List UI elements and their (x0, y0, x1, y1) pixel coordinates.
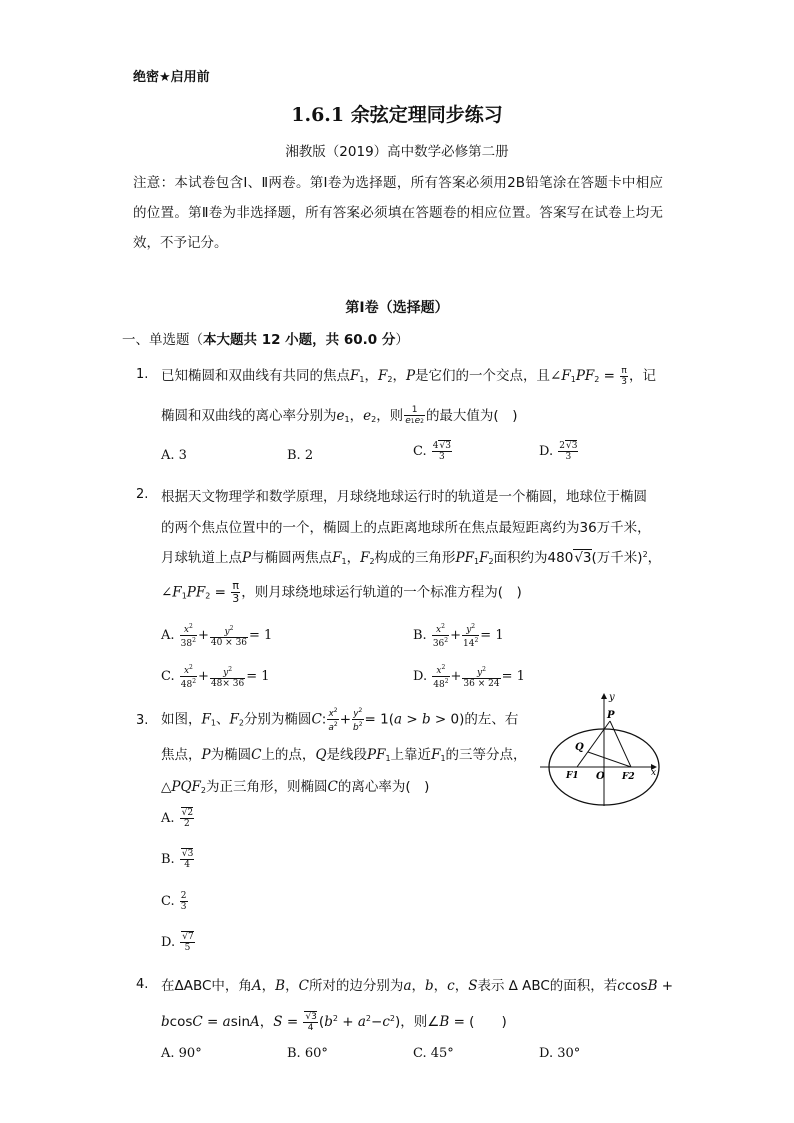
q4-option-b: B. 60° (287, 1046, 328, 1061)
question-3-number: 3. (136, 713, 149, 728)
question-4-line-2: bcosC = asinA，S = $\frac{√3}{4}$ $(b^2 + a^2-c^2)$，则∠B = ( ) (161, 1011, 507, 1033)
q4-option-c: C. 45° (413, 1046, 454, 1061)
q2-option-c-label: C. (161, 669, 175, 684)
q1-option-c-label: C. (413, 444, 431, 459)
part-heading-prefix: 一、单选题（ (122, 332, 203, 348)
question-3-line-1: 如图，$F_1$、$F_2$分别为椭圆C: $\frac{x^2}{a^2}$ + $\frac{y^2}{b^2}$ = 1(a > b > 0)的左、右 (161, 707, 519, 733)
part-heading-bold: 本大题共 12 小题，共 60.0 分 (203, 332, 396, 348)
question-1-line-1: 已知椭圆和双曲线有共同的焦点$F_1$，$F_2$，P是它们的一个交点，且$\angle F_1PF_2$ = $\frac{\pi}{3}$ ，记 (161, 365, 656, 387)
q3-option-c: C. $\frac{2}{3}$ (161, 891, 187, 912)
question-3-line-3: $\triangle PQF_2$为正三角形，则椭圆C的离心率为( ) (161, 779, 430, 795)
q2-option-a-label: A. (161, 628, 175, 643)
q3-text-b: 分别为椭圆 (243, 711, 312, 728)
q3-option-b-label: B. (161, 852, 175, 867)
question-4-number: 4. (136, 977, 149, 992)
q1-text-f: 的最大值为( ) (425, 408, 518, 424)
q3-text-j: 为正三角形，则椭圆 (206, 779, 328, 795)
part-heading-suffix: ） (395, 332, 409, 348)
q1-option-a: A. 3 (161, 448, 187, 463)
q2-option-b: B. $\frac{x^2}{36^2}$ + $\frac{y^2}{14^2}$ = 1 (413, 623, 504, 649)
question-4-line-1: 在ΔABC中，角A，B，C所对的边分别为a，b，c，S表示 ∆ ABC的面积，若ccosB + (161, 978, 674, 994)
label-q: Q (575, 742, 584, 753)
question-2-line-1: 根据天文物理学和数学原理，月球绕地球运行时的轨道是一个椭圆，地球位于椭圆 (161, 489, 647, 505)
question-2-line-4: $\angle F_1PF_2$ = $\frac{\pi}{3}$ ，则月球绕地球运行轨道的一个标准方程为( ) (161, 579, 522, 605)
q3-option-a-label: A. (161, 811, 175, 826)
q3-option-b: B. $\frac{√3}{4}$ (161, 849, 194, 870)
q3-text-f: 上的点， (261, 747, 316, 763)
q3-text-a: 如图， (161, 711, 202, 728)
q2-text-b: 与椭圆两焦点 (251, 550, 333, 566)
question-2-line-3: 月球轨道上点P与椭圆两焦点$F_1$，$F_2$构成的三角形$PF_1F_2$面积约为480√3(万千米)$^2$， (161, 550, 662, 566)
q1-math-f1: F (350, 368, 360, 384)
question-1-number: 1. (136, 367, 149, 382)
q1-option-d-label: D. (539, 444, 558, 459)
q1-option-b: B. 2 (287, 448, 314, 463)
q2-text-a: 月球轨道上点 (161, 550, 242, 566)
label-p: P (607, 710, 615, 721)
q4-option-d: D. 30° (539, 1046, 581, 1061)
q2-option-c: C. $\frac{x^2}{48^2}$ + $\frac{y^2}{48\times 36}$ = 1 (161, 664, 270, 690)
q3-option-a: A. $\frac{√2}{2}$ (161, 808, 194, 829)
page-subtitle: 湘教版（2019）高中数学必修第二册 (285, 144, 509, 160)
q3-option-c-label: C. (161, 894, 175, 909)
q3-text-e: 为椭圆 (210, 747, 252, 763)
q3-text-c: 的左、右 (464, 711, 519, 728)
q4-text-a: 在ΔABC中，角 (161, 978, 252, 994)
q2-option-d: D. $\frac{x^2}{48^2}$ + $\frac{y^2}{36 \times 24}$ = 1 (413, 664, 525, 690)
page-title: 1.6.1 余弦定理同步练习 (291, 104, 503, 126)
segment-pf2 (610, 721, 631, 767)
question-3-line-2: 焦点，P为椭圆C上的点，Q是线段$PF_1$上靠近$F_1$的三等分点， (161, 747, 527, 763)
q1-frac-pi-3: $\frac{\pi}{3}$ (621, 365, 627, 387)
label-y: y (609, 692, 615, 703)
q3-text-k: 的离心率为( ) (337, 779, 430, 795)
q3-text-i: 的三等分点， (445, 747, 527, 763)
q1-text-b: 是它们的一个交点，且 (415, 368, 551, 384)
q3-text-g: 是线段 (326, 747, 368, 763)
q1-text-c: ，记 (629, 368, 656, 384)
label-f2: F2 (622, 772, 635, 782)
q4-text-e: = ( ) (449, 1014, 507, 1030)
q3-option-d-label: D. (161, 935, 176, 950)
q1-option-d: D. $\frac{2√3}{3}$ (539, 441, 578, 462)
question-2-number: 2. (136, 487, 149, 502)
q2-option-a: A. $\frac{x^2}{38^2}$ + $\frac{y^2}{40 \times 36}$ = 1 (161, 623, 273, 649)
q2-option-b-label: B. (413, 628, 427, 643)
q4-text-b: 所对的边分别为 (308, 978, 404, 994)
q4-text-c: 表示 ∆ ABC的面积，若 (477, 978, 618, 994)
q2-text-c: 构成的三角形 (374, 550, 456, 566)
q2-text-d: 面积约为480 (493, 550, 574, 566)
part-heading (122, 328, 409, 348)
ellipse-figure (538, 690, 668, 808)
q1-math-angle: ∠F (550, 368, 571, 384)
q1-text-a: 已知椭圆和双曲线有共同的焦点 (161, 368, 350, 384)
q3-text-d: 焦点， (161, 747, 202, 763)
label-x: x (651, 768, 657, 778)
label-o: O (596, 771, 605, 782)
q1-text-d: 椭圆和双曲线的离心率分别为 (161, 408, 337, 424)
segment-qf2 (588, 752, 631, 767)
section-title: 第Ⅰ卷（选择题） (345, 300, 449, 316)
q2-option-d-label: D. (413, 669, 428, 684)
confidential-mark: 绝密★启用前 (133, 70, 210, 85)
question-1-line-2: 椭圆和双曲线的离心率分别为$e_1$，$e_2$，则 $\frac{1}{e1e2}$ 的最大值为( ) (161, 405, 518, 426)
q2-text-e: (万千米) (591, 550, 643, 566)
q3-option-d: D. $\frac{√7}{5}$ (161, 932, 194, 953)
q1-option-c: C. $\frac{4√3}{3}$ (413, 441, 451, 462)
q3-text-h: 上靠近 (390, 747, 432, 763)
label-f1: F1 (566, 771, 579, 781)
question-2-line-2: 的两个焦点位置中的一个，椭圆上的点距离地球所在焦点最短距离约为36万千米， (161, 520, 651, 536)
exam-notice: 注意：本试卷包含Ⅰ、Ⅱ两卷。第Ⅰ卷为选择题，所有答案必须用2B铅笔涂在答题卡中相应的位置。第Ⅱ卷为非选择题，所有答案必须填在答题卷的相应位置。答案写在试卷上均无效，不予记分。 (133, 175, 663, 251)
q4-option-a: A. 90° (161, 1046, 202, 1061)
q1-text-e: ，则 (376, 408, 404, 424)
q2-text-f: ，则月球绕地球运行轨道的一个标准方程为( ) (241, 584, 522, 601)
q4-text-d: ，则∠ (400, 1014, 440, 1030)
q1-frac-1-e1e2: $\frac{1}{e1e2}$ (405, 405, 424, 426)
